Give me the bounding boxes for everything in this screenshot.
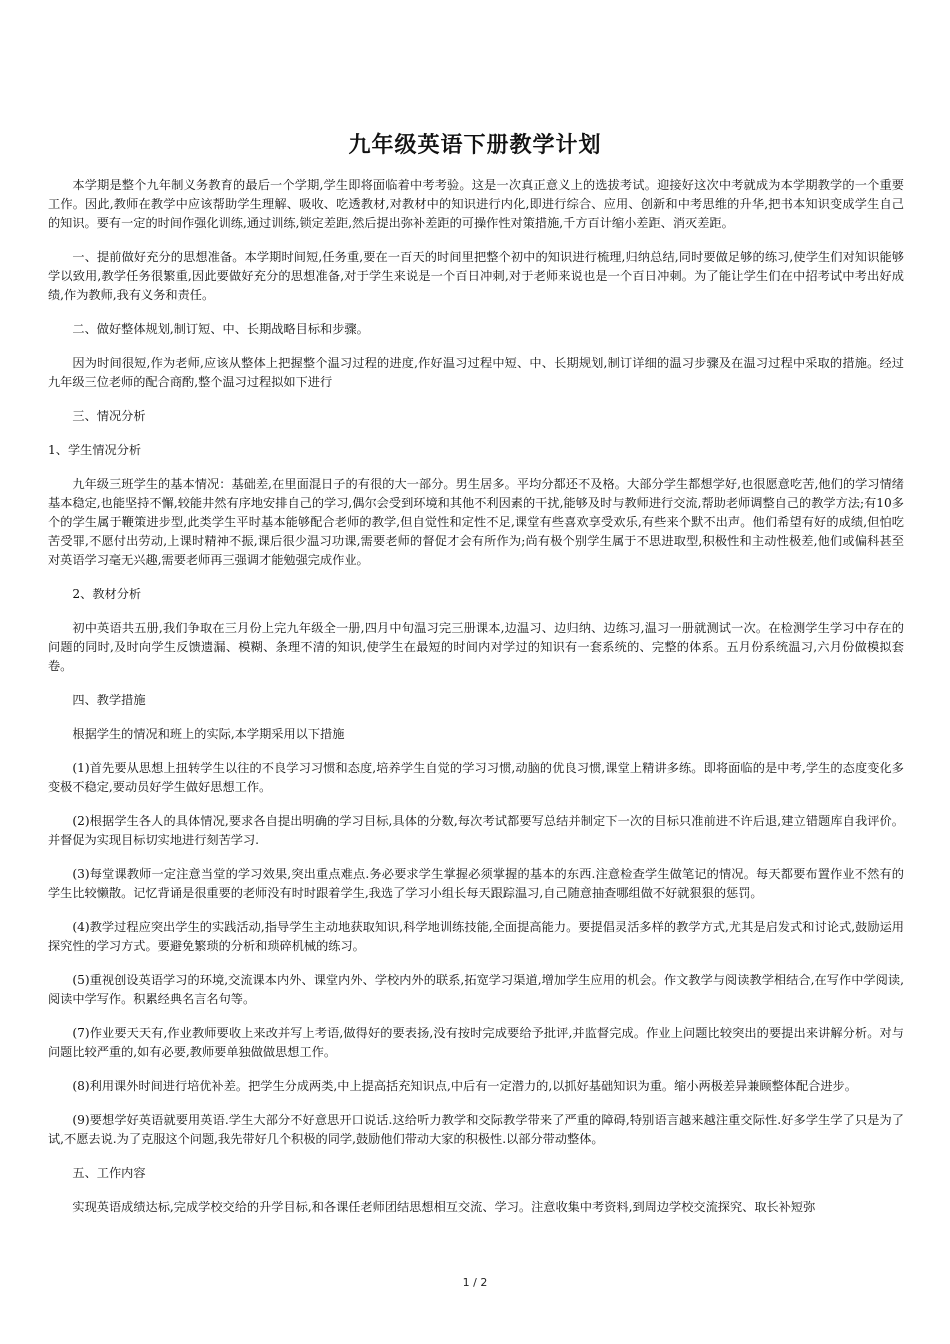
subheading-textbook-analysis: 2、教材分析 bbox=[72, 587, 142, 601]
page-number: 1 / 2 bbox=[462, 1276, 488, 1289]
heading-section-3: 三、情况分析 bbox=[72, 409, 146, 423]
paragraph-measures-intro: 根据学生的情况和班上的实际,本学期采用以下措施 bbox=[72, 727, 345, 741]
paragraph-work-content: 实现英语成绩达标,完成学校交给的升学目标,和各课任老师团结思想相互交流、学习。注意收集中考资料,到周边学校交流探究、取长补短弥 bbox=[72, 1200, 816, 1214]
measure-item-3: (3)每堂课教师一定注意当堂的学习效果,突出重点难点.务必要求学生掌握必须掌握的基本的东西.注意检查学生做笔记的情况。每天都要布置作业不然有的学生比较懒散。记忆背诵是很重要的老师没有时时跟着学生,我选了学习小组长每天跟踪温习,自己随意抽查哪组做不好就狠狠的惩罚。 bbox=[48, 867, 904, 900]
paragraph-intro: 本学期是整个九年制义务教育的最后一个学期,学生即将面临着中考考验。这是一次真正意义上的选拔考试。迎接好这次中考就成为本学期教学的一个重要工作。因此,教师在教学中应该帮助学生理解、吸收、吃透教材,对教材中的知识进行内化,即进行综合、应用、创新和中考思维的升华,把书本知识变成学生自己的知识。要有一定的时间作强化训练,通过训练,锁定差距,然后提出弥补差距的可操作性对策措施,千方百计缩小差距、消灭差距。 bbox=[48, 178, 904, 230]
measure-item-7: (7)作业要天天有,作业教师要收上来改并写上考语,做得好的要表扬,没有按时完成要给予批评,并监督完成。作业上问题比较突出的要提出来讲解分析。对与问题比较严重的,如有必要,教师要单独做做思想工作。 bbox=[48, 1026, 904, 1059]
measure-item-1: (1)首先要从思想上扭转学生以往的不良学习习惯和态度,培养学生自觉的学习习惯,动脑的优良习惯,课堂上精讲多练。即将面临的是中考,学生的态度变化多变极不稳定,要动员好学生做好思想工作。 bbox=[48, 761, 904, 794]
subheading-student-analysis: 1、学生情况分析 bbox=[48, 443, 142, 457]
measure-item-2: (2)根据学生各人的具体情况,要求各自提出明确的学习目标,具体的分数,每次考试都要写总结并制定下一次的目标只准前进不许后退,建立错题库自我评价。并督促为实现目标切实地进行刻苦学习. bbox=[48, 814, 904, 847]
paragraph-textbook-analysis: 初中英语共五册,我们争取在三月份上完九年级全一册,四月中旬温习完三册课本,边温习、边归纳、边练习,温习一册就测试一次。在检测学生学习中存在的问题的同时,及时向学生反馈遗漏、模糊、条理不清的知识,使学生在最短的时间内对学过的知识有一套系统的、完整的体系。五月份系统温习,六月份做模拟套卷。 bbox=[48, 621, 904, 673]
paragraph-section-1: 一、提前做好充分的思想准备。本学期时间短,任务重,要在一百天的时间里把整个初中的知识进行梳理,归纳总结,同时要做足够的练习,使学生们对知识能够学以致用,教学任务很繁重,因此要做好充分的思想准备,对于学生来说是一个百日冲刺,对于老师来说也是一个百日冲刺。为了能让学生们在中招考试中考出好成绩,作为教师,我有义务和责任。 bbox=[48, 250, 904, 302]
measure-item-4: (4)教学过程应突出学生的实践活动,指导学生主动地获取知识,科学地训练技能,全面提高能力。要提倡灵活多样的教学方式,尤其是启发式和讨论式,鼓励运用探究性的学习方式。要避免繁琐的分析和琐碎机械的练习。 bbox=[48, 920, 904, 953]
paragraph-student-analysis: 九年级三班学生的基本情况：基础差,在里面混日子的有很的大一部分。男生居多。平均分都还不及格。大部分学生都想学好,也很愿意吃苦,他们的学习情绪基本稳定,也能坚持不懈,较能井然有序地安排自己的学习,偶尔会受到环境和其他不利因素的干扰,能够及时与教师进行交流,帮助老师调整自己的教学方法;有10多个的学生属于鞭策进步型,此类学生平时基本能够配合老师的教学,但自觉性和定性不足,课堂有些喜欢享受欢乐,有些来个默不出声。他们希望有好的成绩,但怕吃苦受罪,不愿付出劳动,上课时精神不振,课后很少温习功课,需要老师的督促才会有所作为;尚有极个别学生属于不思进取型,积极性和主动性极差,他们或偏科甚至对英语学习毫无兴趣,需要老师再三强调才能勉强完成作业。 bbox=[48, 477, 904, 567]
heading-section-5: 五、工作内容 bbox=[72, 1166, 146, 1180]
measure-item-8: (8)利用课外时间进行培优补差。把学生分成两类,中上提高括充知识点,中后有一定潜力的,以抓好基础知识为重。缩小两极差异兼顾整体配合进步。 bbox=[72, 1079, 857, 1093]
document-body bbox=[48, 176, 904, 1266]
heading-section-2: 二、做好整体规划,制订短、中、长期战略目标和步骤。 bbox=[72, 322, 369, 336]
paragraph-section-2: 因为时间很短,作为老师,应该从整体上把握整个温习过程的进度,作好温习过程中短、中、长期规划,制订详细的温习步骤及在温习过程中采取的措施。经过九年级三位老师的配合商酌,整个温习过程拟如下进行 bbox=[48, 356, 904, 389]
heading-section-4: 四、教学措施 bbox=[72, 693, 146, 707]
measure-item-9: (9)要想学好英语就要用英语.学生大部分不好意思开口说话.这给听力教学和交际教学带来了严重的障碍,特别语言越来越注重交际性.好多学生学了只是为了试,不愿去说.为了克服这个问题,我先带好几个积极的同学,鼓励他们带动大家的积极性.以部分带动整体。 bbox=[48, 1113, 904, 1146]
document-title: 九年级英语下册教学计划 bbox=[348, 133, 602, 158]
measure-item-5: (5)重视创设英语学习的环境,交流课本内外、课堂内外、学校内外的联系,拓宽学习渠道,增加学生应用的机会。作文教学与阅读教学相结合,在写作中学阅读,阅读中学写作。积累经典名言名句等。 bbox=[48, 973, 904, 1006]
